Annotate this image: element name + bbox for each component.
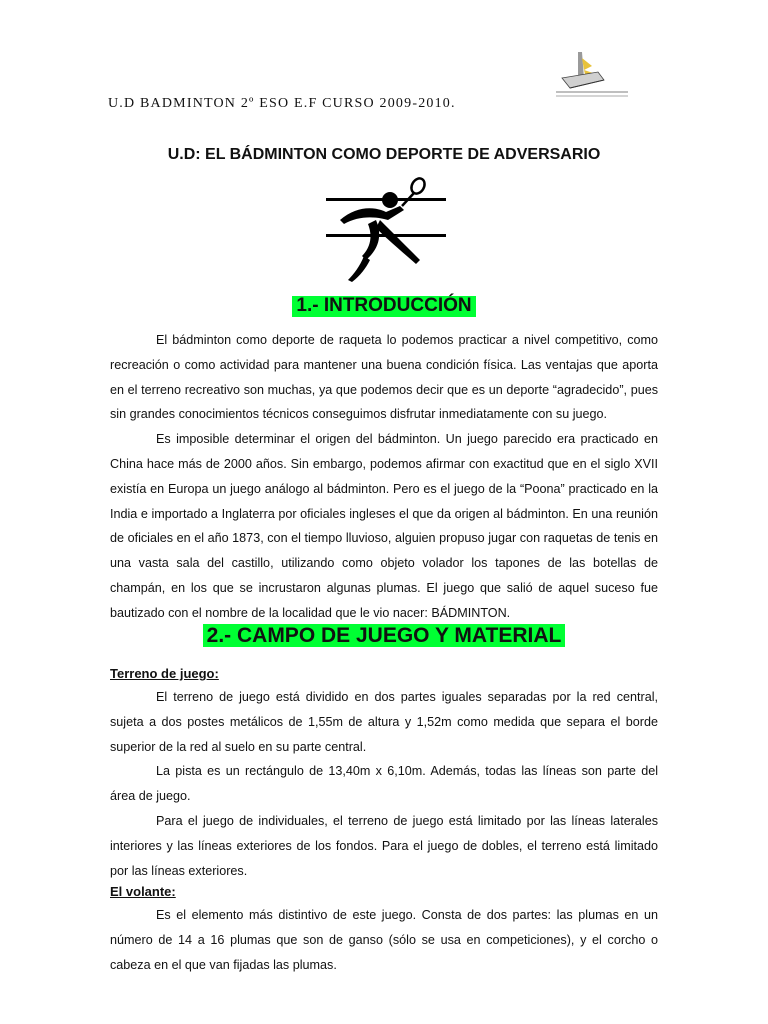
intro-text [110,328,658,626]
document-title: U.D: EL BÁDMINTON COMO DEPORTE DE ADVERSARIO [167,146,601,163]
terreno-paragraph-1: El terreno de juego está dividido en dos partes iguales separadas por la red central, sujeta a dos postes metálicos de 1,55m de altura y 1,52m como medida que separa el borde superior de la red al suelo en su parte central. [110,690,658,754]
intro-paragraph-2: Es imposible determinar el origen del bádminton. Un juego parecido era practicado en China hace más de 2000 años. Sin embargo, podemos afirmar con exactitud que en el siglo XVII existía en Europa un juego análogo al bádminton. Pero es el juego de la “Poona” practicado en la India e importado a Inglaterra por oficiales ingleses el que da origen al bádminton. En una reunión de oficiales en el año 1873, con el tiempo lluvioso, alguien propuso jugar con raquetas de tenis en una vasta sala del castillo, utilizando como objeto volador los tapones de las botellas de champán, en los que se incrustaron algunas plumas. El juego que salió de aquel suceso fue bautizado con el nombre de la localidad que le vio nacer: BÁDMINTON. [110,432,658,620]
section-heading-introduccion [0,296,768,317]
section-heading-campo [0,624,768,647]
intro-paragraph-1: El bádminton como deporte de raqueta lo podemos practicar a nivel competitivo, como recreación o como actividad para mantener una buena condición física. Las ventajas que aporta en el terreno recreativo son muchas, ya que podemos decir que es un deporte “agradecido”, pues sin grandes conocimientos técnicos conseguimos disfrutar inmediatamente con su juego. [110,333,658,422]
terreno-text [110,685,658,883]
course-header: U.D BADMINTON 2º ESO E.F CURSO 2009-2010. [108,96,456,111]
volante-paragraph-1: Es el elemento más distintivo de este juego. Consta de dos partes: las plumas en un número de 14 a 16 plumas que son de ganso (sólo se usa en competiciones), y el corcho o cabeza en el que van fijadas las plumas. [110,908,658,972]
subheading-volante: El volante: [110,884,176,899]
subheading-terreno: Terreno de juego: [110,666,219,681]
volante-text [110,903,658,977]
school-logo-icon [548,48,636,100]
section-heading-label: 1.- INTRODUCCIÓN [292,296,475,317]
terreno-paragraph-2: La pista es un rectángulo de 13,40m x 6,10m. Además, todas las líneas son parte del área de juego. [110,764,658,804]
section-heading-label: 2.- CAMPO DE JUEGO Y MATERIAL [203,624,566,647]
terreno-paragraph-3: Para el juego de individuales, el terreno de juego está limitado por las líneas laterales interiores y las líneas exteriores de los fondos. Para el juego de dobles, el terreno está limitado por las líneas exteriores. [110,813,658,878]
badminton-player-icon [326,176,446,286]
